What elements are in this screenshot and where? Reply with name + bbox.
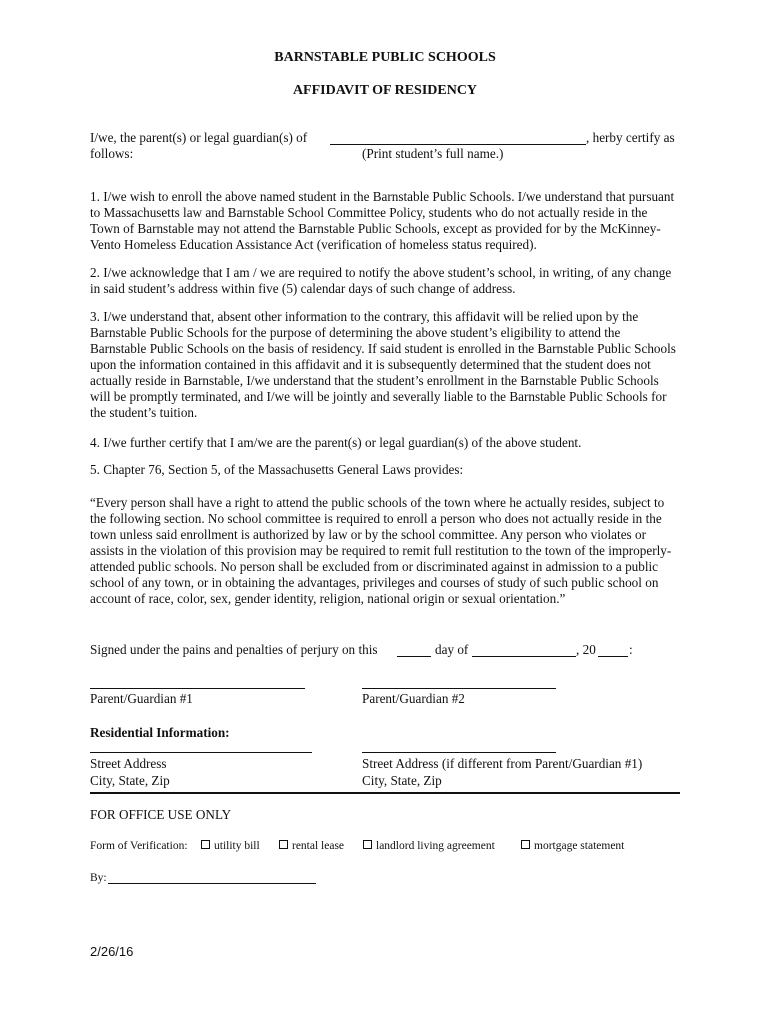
street1-label: Street Address <box>90 756 167 771</box>
option-landlord-agreement[interactable]: landlord living agreement <box>363 840 495 852</box>
signed-month-field[interactable] <box>472 656 576 657</box>
office-heading: FOR OFFICE USE ONLY <box>90 807 232 822</box>
checkbox-icon <box>521 840 530 849</box>
city1-label: City, State, Zip <box>90 773 170 788</box>
paragraph-1: 1. I/we wish to enroll the above named student in the Barnstable Public Schools. I/we understand that pursuant to Massachusetts law and Barnstable School Committee Policy, students who do not actually reside in the Town of Barnstable may not attend the Barnstable Public Schools, except as provided for by the McKinney-Vento Homeless Education Assistance Act (verification of homeless status required). <box>90 189 675 252</box>
document-title: AFFIDAVIT OF RESIDENCY <box>292 83 478 98</box>
option-mortgage-statement[interactable]: mortgage statement <box>521 840 624 852</box>
signed-day-field[interactable] <box>397 656 431 657</box>
signed-text: Signed under the pains and penalties of perjury on this <box>90 642 378 657</box>
school-name: BARNSTABLE PUBLIC SCHOOLS <box>274 50 496 65</box>
by-label: By: <box>90 872 107 884</box>
guardian2-signature-field[interactable] <box>362 688 556 689</box>
option-rental-lease[interactable]: rental lease <box>279 840 344 852</box>
signed-year-prefix: , 20 <box>576 642 596 657</box>
checkbox-icon <box>279 840 288 849</box>
verification-label: Form of Verification: <box>90 840 188 852</box>
signed-colon: : <box>629 642 633 657</box>
paragraph-5: 5. Chapter 76, Section 5, of the Massachusetts General Laws provides: <box>90 462 464 477</box>
intro-follows: follows: <box>90 146 134 161</box>
signed-year-field[interactable] <box>598 656 628 657</box>
signed-day-label: day of <box>435 642 469 657</box>
residential-heading: Residential Information: <box>90 725 230 740</box>
statute-quote: “Every person shall have a right to attend the public schools of the town where he actually resides, subject to the following section. No school committee is required to enroll a person who does not actually reside in the town unless said enrollment is authorized by law or by the school committee. Any person who violates or assists in the violation of this provision may be required to remit full restitution to the town of the improperly-attended public schools. No person shall be excluded from or discriminated against in admission to a public school of any town, or in obtaining the advantages, privileges and courses of study of such public school on account of race, color, sex, gender identity, religion, national origin or sexual orientation.” <box>90 495 672 606</box>
revision-date: 2/26/16 <box>90 944 134 959</box>
guardian2-label: Parent/Guardian #2 <box>362 691 465 706</box>
paragraph-3: 3. I/we understand that, absent other information to the contrary, this affidavit will be relied upon by the Barnstable Public Schools for the purpose of determining the above student’s eligibility to attend the Barnstable Public Schools on the basis of residency. If said student is enrolled in the Barnstable Public Schools upon the information contained in this affidavit and it is subsequently determined that the student does not actually reside in Barnstable, I/we understand that the student’s enrollment in the Barnstable Public Schools will be promptly terminated, and I/we will be jointly and severally liable to the Barnstable Public Schools for the student’s tuition. <box>90 309 676 420</box>
option-utility-bill[interactable]: utility bill <box>201 840 260 852</box>
checkbox-icon <box>201 840 210 849</box>
intro-prefix: I/we, the parent(s) or legal guardian(s) of <box>90 130 308 145</box>
city2-label: City, State, Zip <box>362 773 442 788</box>
checkbox-icon <box>363 840 372 849</box>
guardian1-label: Parent/Guardian #1 <box>90 691 193 706</box>
paragraph-2: 2. I/we acknowledge that I am / we are required to notify the above student’s school, in writing, of any change in said student’s address within five (5) calendar days of such change of address. <box>90 265 672 296</box>
paragraph-4: 4. I/we further certify that I am/we are the parent(s) or legal guardian(s) of the above student. <box>90 435 582 450</box>
student-name-caption: (Print student’s full name.) <box>362 146 504 161</box>
street2-label: Street Address (if different from Parent/Guardian #1) <box>362 756 643 771</box>
guardian1-signature-field[interactable] <box>90 688 305 689</box>
office-divider <box>90 792 680 794</box>
student-name-field[interactable] <box>330 144 586 145</box>
address2-field[interactable] <box>362 752 556 753</box>
intro-suffix: , herby certify as <box>586 130 675 145</box>
by-signature-field[interactable] <box>108 883 316 884</box>
address1-field[interactable] <box>90 752 312 753</box>
